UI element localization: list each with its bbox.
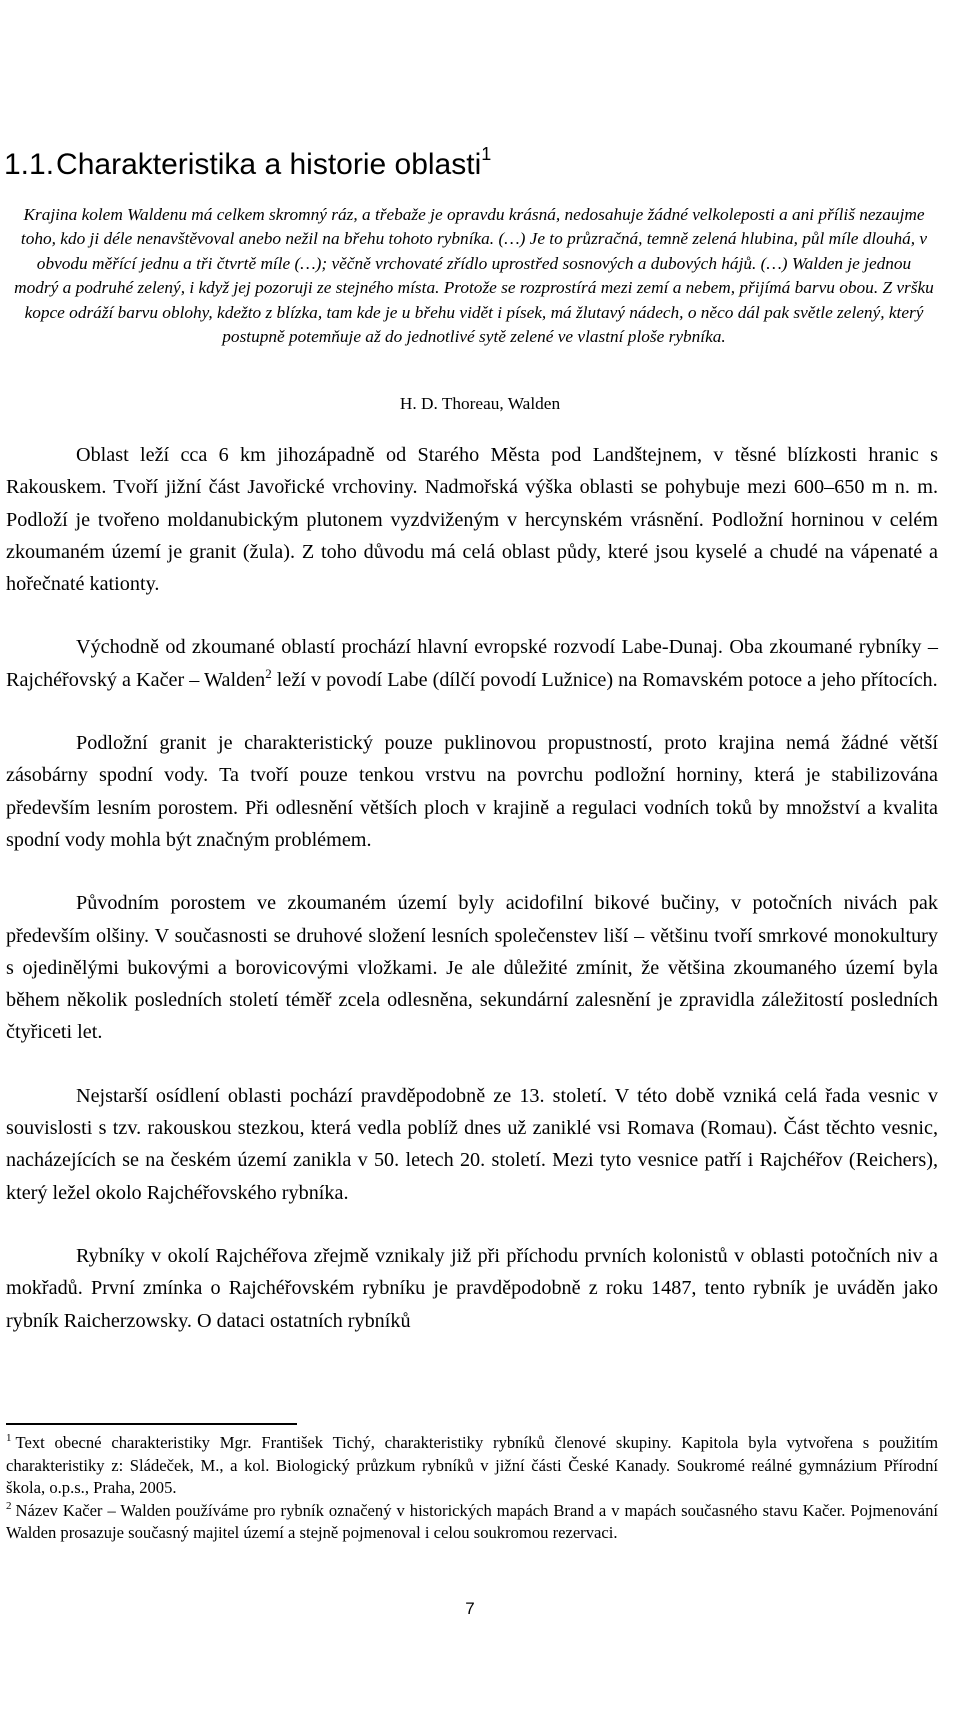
footnote-text: Text obecné charakteristiky Mgr. František Tichý, charakteristiky rybníků členové skupiny. Kapitola byla vytvořena s použitím charakteristiky z: Sládeček, M., a kol. Biologický průzkum rybníků v jižní části České Kanady. Soukromé reálné gymnázium Přírodní škola, o.p.s., Praha, 2005. [6, 1433, 938, 1498]
paragraph-2-part-2: leží v povodí Labe (dílčí povodí Lužnice) na Romavském potoce a jeho přítocích. [271, 668, 938, 691]
section-title: Charakteristika a historie oblasti [56, 148, 482, 181]
footnote-ref-1[interactable]: 1 [481, 144, 492, 164]
footnote-2 [6, 1500, 938, 1545]
footnote-separator [6, 1423, 297, 1425]
body-text [6, 439, 938, 1368]
paragraph-6: Rybníky v okolí Rajchéřova zřejmě vznikaly již při příchodu prvních kolonistů v oblasti potočních niv a mokřadů. První zmínka o Rajchéřovském rybníku je pravděpodobně z roku 1487, tento rybník je uváděn jako rybník Raicherzowsky. O dataci ostatních rybníků [6, 1244, 938, 1332]
paragraph-4: Původním porostem ve zkoumaném území byly acidofilní bikové bučiny, v potočních nivách pak především olšiny. V současnosti se druhové složení lesních společenstev liší – většinu tvoří smrkové monokultury s ojedinělými bukovými a borovicovými vložkami. Je ale důležité zmínit, že většina zkoumaného území byla během několik posledních století téměř zcela odlesněna, sekundární zalesnění je zpravidla záležitostí posledních čtyřiceti let. [6, 892, 938, 1044]
footnote-ref-2[interactable]: 2 [265, 665, 272, 681]
section-number: 1.1. [4, 148, 55, 181]
footnote-1 [6, 1432, 938, 1500]
section-heading [4, 145, 944, 185]
footnotes [6, 1432, 938, 1545]
paragraph-2-part-1: Východně od zkoumané oblastí prochází hlavní evropské rozvodí Labe-Dunaj. Oba zkoumané rybníky – Rajchéřovský a Kačer – Walden [6, 636, 938, 691]
footnote-text: Název Kačer – Walden používáme pro rybník označený v historických mapách Brand a v mapách současného stavu Kačer. Pojmenování Walden prosazuje současný majitel území a stejně pojmenoval i celou soukromou rezervaci. [6, 1500, 938, 1543]
footnote-mark: 2 [6, 1499, 12, 1512]
paragraph-3: Podložní granit je charakteristický pouze puklinovou propustností, proto krajina nemá žádné větší zásobárny spodní vody. Ta tvoří pouze tenkou vrstvu na povrchu podložní horniny, která je stabilizována především lesním porostem. Při odlesnění větších ploch v krajině a regulaci vodních toků by množství a kvalita spodní vody mohla být značným problémem. [6, 732, 938, 851]
paragraph-5: Nejstarší osídlení oblasti pochází pravděpodobně ze 13. století. V této době vzniká celá řada vesnic v souvislosti s tzv. rakouskou stezkou, která vedla poblíž dnes už zaniklé vsi Romava (Romau). Část těchto vesnic, nacházejících se na českém území zanikla v 50. letech 20. století. Mezi tyto vesnice patří i Rajchéřov (Reichers), který ležel okolo Rajchéřovského rybníka. [6, 1084, 938, 1204]
epigraph-attribution: H. D. Thoreau, Walden [399, 394, 561, 413]
footnote-mark: 1 [6, 1432, 12, 1444]
paragraph-1: Oblast leží cca 6 km jihozápadně od Starého Města pod Landštejnem, v těsné blízkosti hranic s Rakouskem. Tvoří jižní část Javořické vrchoviny. Nadmořská výška oblasti se pohybuje mezi 600–650 m n. m. Podloží je tvořeno moldanubickým plutonem vyzdviženým v hercynském vrásnění. Podložní horninou v celém zkoumaném území je granit (žula). Z toho důvodu má celá oblast půdy, které jsou kyselé a chudé na vápenaté a hořečnaté kationty. [6, 444, 938, 596]
page-number: 7 [465, 1599, 475, 1618]
epigraph-quote: Krajina kolem Waldenu má celkem skromný ráz, a třebaže je opravdu krásná, nedosahuje žádné velkoleposti a ani příliš nezaujme toho, kdo ji déle nenavštěvoval anebo nežil na břehu tohoto rybníka. (…) Je to průzračná, temně zelená hlubina, půl míle dlouhá, v obvodu měřící jednu a tři čtvrtě míle (…); věčně vrchovaté zřídlo uprostřed sosnových a dubových hájů. (…) Walden je jednou modrý a podruhé zelený, i když jej pozoruji ze stejného místa. Protože se rozprostírá mezi zemí a nebem, přijímá barvu obou. Z vršku kopce odráží barvu oblohy, kdežto z blízka, tam kde je u břehu vidět i písek, má žlutavý nádech, o něco dál pak světle zelený, který postupně potemňuje až do jednotlivé sytě zelené ve vlastní ploše rybníka. [14, 205, 934, 347]
paragraph-2 [6, 631, 938, 696]
